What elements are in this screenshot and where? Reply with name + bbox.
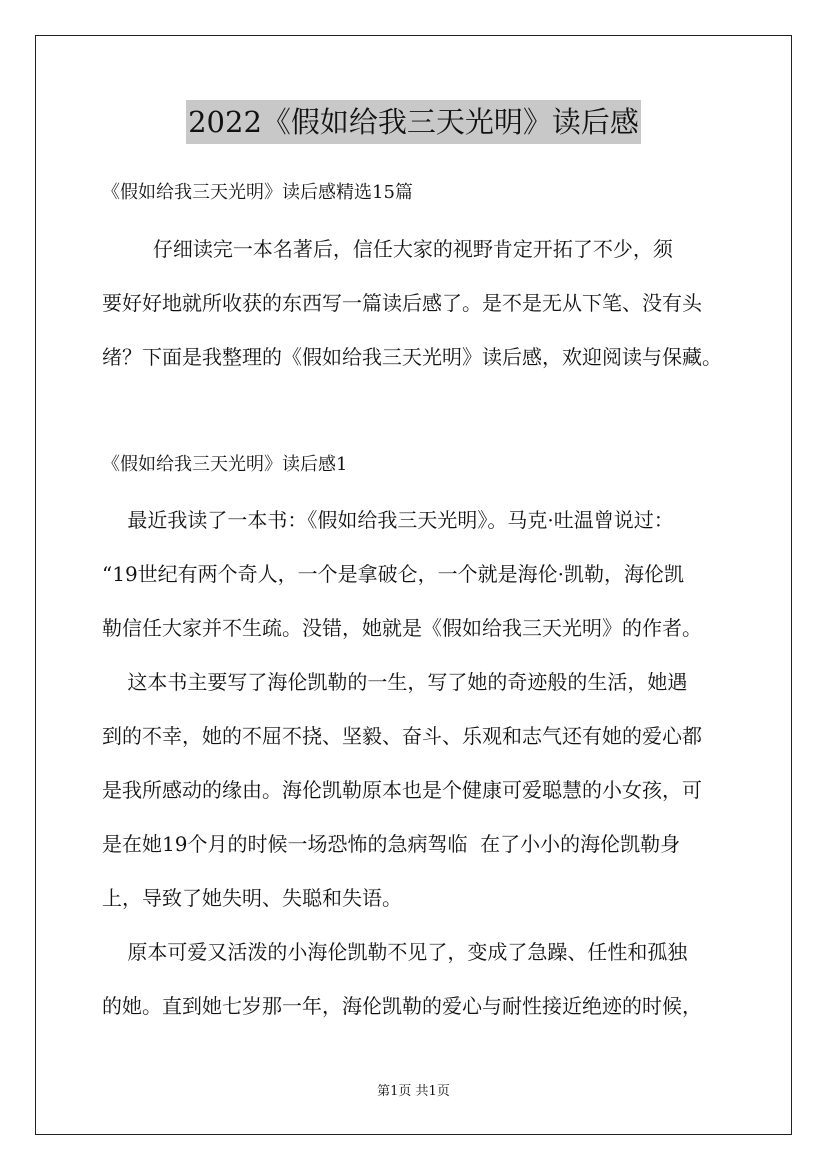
paragraph-line: 上，导致了她失明、失聪和失语。 [102, 886, 402, 910]
page-footer: 第1页 共1页 [377, 1084, 450, 1099]
intro-line: 要好好地就所收获的东西写一篇读后感了。是不是无从下笔、没有头 [102, 291, 702, 315]
paragraph-line: 是在她19个月的时候一场恐怖的急病驾临 在了小小的海伦凯勒身 [102, 832, 681, 856]
paragraph-line: 最近我读了一本书：《假如给我三天光明》。马克·吐温曾说过： [102, 508, 674, 532]
document-subtitle: 《假如给我三天光明》读后感精选15篇 [102, 182, 413, 203]
intro-line: 仔细读完一本名著后，信任大家的视野肯定开拓了不少，须 [102, 237, 673, 261]
paragraph-line: “19世纪有两个奇人，一个是拿破仑，一个就是海伦·凯勒，海伦凯 [102, 562, 685, 586]
paragraph-line: 勒信任大家并不生疏。没错，她就是《假如给我三天光明》的作者。 [102, 616, 702, 640]
intro-line: 绪？下面是我整理的《假如给我三天光明》读后感，欢迎阅读与保藏。 [102, 345, 722, 369]
section-heading: 《假如给我三天光明》读后感1 [102, 454, 348, 475]
document-title: 2022《假如给我三天光明》读后感 [186, 100, 641, 144]
paragraph-line: 到的不幸，她的不屈不挠、坚毅、奋斗、乐观和志气还有她的爱心都 [102, 724, 702, 748]
paragraph-line: 原本可爱又活泼的小海伦凯勒不见了，变成了急躁、任性和孤独 [102, 940, 688, 964]
paragraph-line: 是我所感动的缘由。海伦凯勒原本也是个健康可爱聪慧的小女孩，可 [102, 778, 702, 802]
paragraph-line: 的她。直到她七岁那一年，海伦凯勒的爱心与耐性接近绝迹的时候， [102, 994, 702, 1018]
title-container [0, 100, 827, 144]
paragraph-line: 这本书主要写了海伦凯勒的一生，写了她的奇迹般的生活，她遇 [102, 670, 688, 694]
